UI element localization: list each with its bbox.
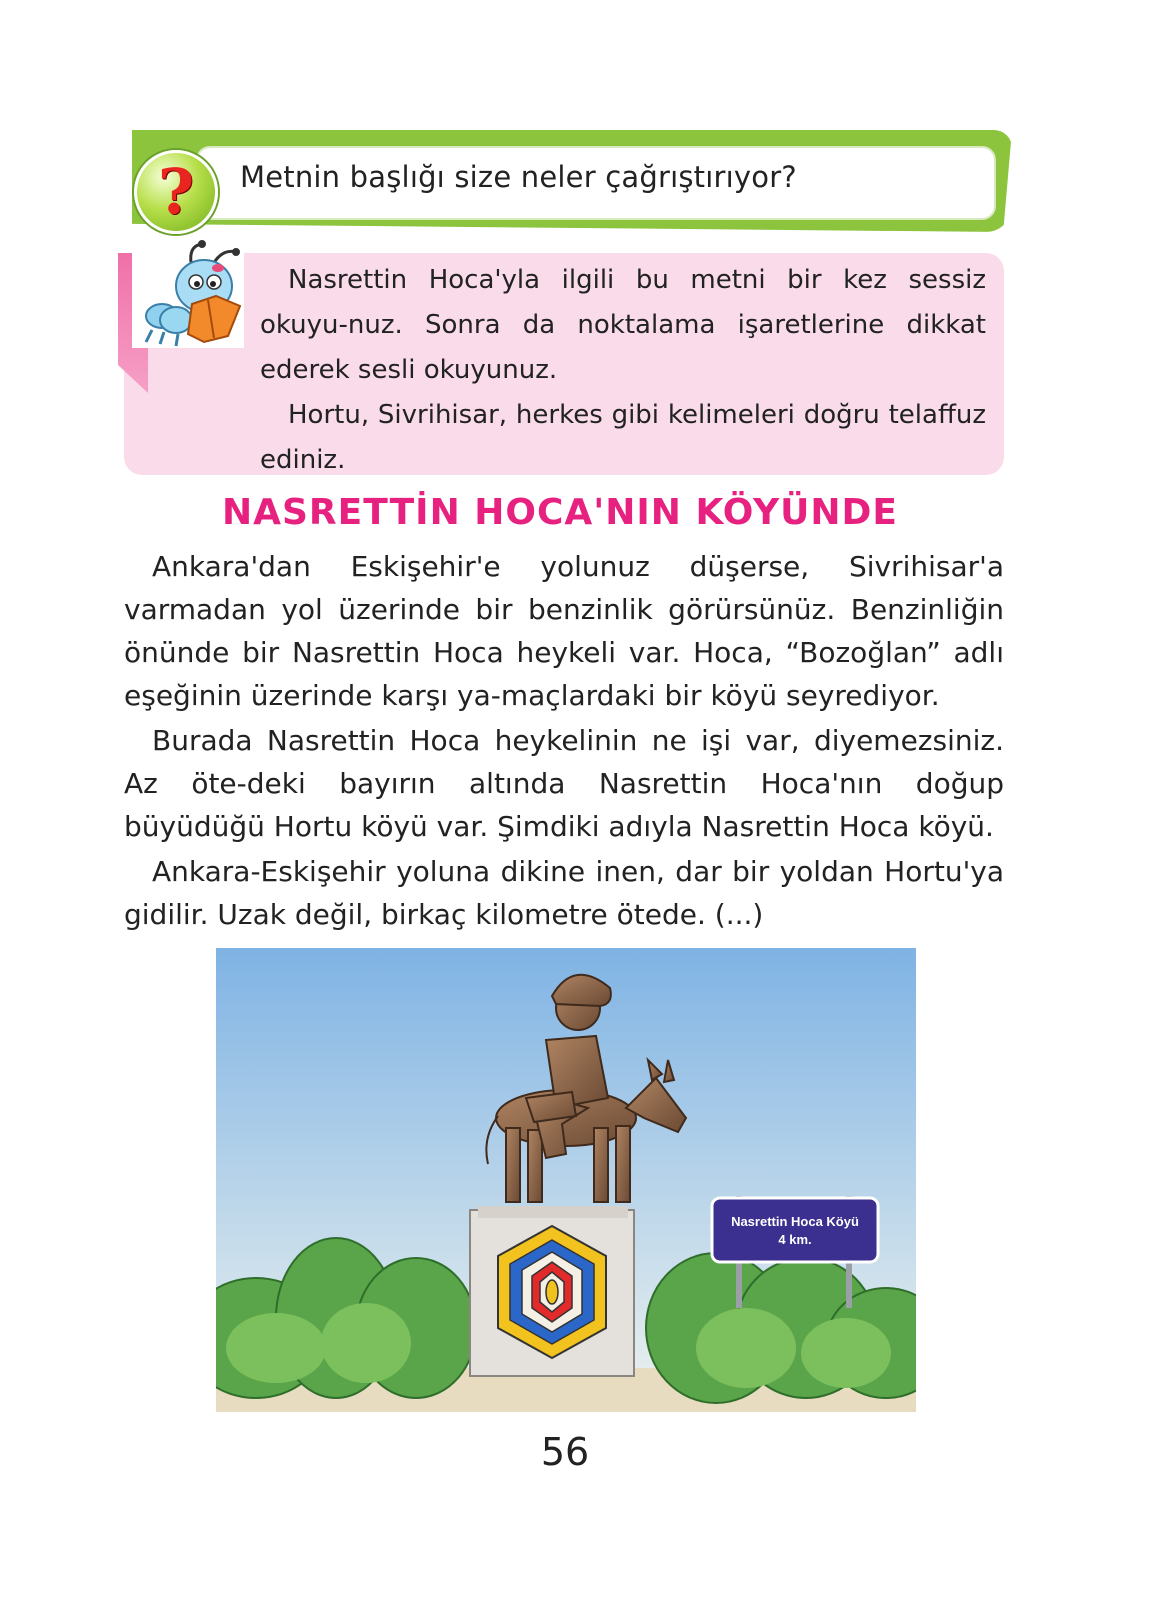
instruction-paragraph: Nasrettin Hoca'yla ilgili bu metni bir kez sessiz okuyu-nuz. Sonra da noktalama işaretlerine dikkat ederek sesli okuyunuz. [260,265,986,385]
page-title: NASRETTİN HOCA'NIN KÖYÜNDE [222,492,898,533]
page-number: 56 [540,1430,590,1474]
sign-text-line2: 4 km. [778,1232,812,1247]
text-paragraph: Ankara-Eskişehir yoluna dikine inen, dar bir yoldan Hortu'ya gidilir. Uzak değil, birkaç kilometre ötede. (...) [124,855,1004,931]
instruction-text [260,258,986,483]
question-text: Metnin başlığı size neler çağrıştırıyor? [240,160,797,194]
sign-text-line1: Nasrettin Hoca Köyü [731,1214,859,1229]
instruction-paragraph: Hortu, Sivrihisar, herkes gibi kelimeleri doğru telaffuz ediniz. [260,400,986,475]
text-paragraph: Burada Nasrettin Hoca heykelinin ne işi var, diyemezsiniz. Az öte-deki bayırın altında Nasrettin Hoca'nın doğup büyüdüğü Hortu köyü var. Şimdiki adıyla Nasrettin Hoca köyü. [124,724,1004,843]
statue-illustration [216,948,916,1412]
reading-text [124,545,1004,938]
question-mark-icon: ? [134,150,218,234]
reading-bug-icon [132,238,244,348]
text-paragraph: Ankara'dan Eskişehir'e yolunuz düşerse, Sivrihisar'a varmadan yol üzerinde bir benzinlik görürsünüz. Benzinliğin önünde bir Nasrettin Hoca heykeli var. Hoca, “Bozoğlan” adlı eşeğinin üzerinde karşı ya-maçlardaki bir köyü seyrediyor. [124,550,1004,712]
